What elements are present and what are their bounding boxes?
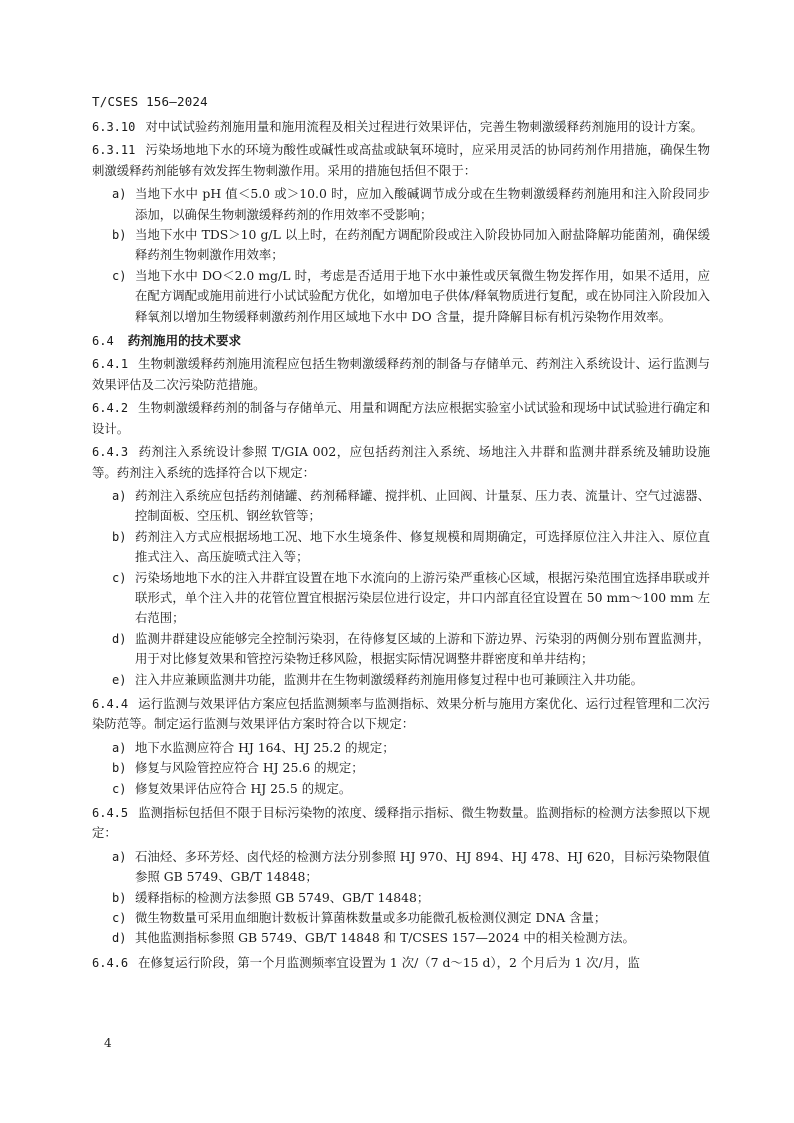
clause-paragraph xyxy=(92,398,710,439)
list-item xyxy=(92,670,710,690)
list-marker: b) xyxy=(112,228,127,243)
list-item xyxy=(92,928,710,948)
list-item xyxy=(92,779,710,799)
list-item xyxy=(92,184,710,225)
list-item-text: 微生物数量可采用血细胞计数板计算菌株数量或多功能微孔板检测仪测定 DNA 含量； xyxy=(135,910,607,926)
list-marker: b) xyxy=(112,761,127,776)
clause-paragraph xyxy=(92,803,710,844)
section-heading xyxy=(92,331,710,351)
clause-text: 在修复运行阶段，第一个月监测频率宜设置为 1 次/（7 d～15 d），2 个月后为 1 次/月，监 xyxy=(138,954,640,970)
clause-list xyxy=(92,486,710,690)
list-item xyxy=(92,266,710,327)
clause-paragraph xyxy=(92,117,710,137)
clause-number: 6.3.10 xyxy=(92,120,136,134)
heading-text: 药剂施用的技术要求 xyxy=(127,333,242,349)
clause-text: 药剂注入系统设计参照 T/GIA 002，应包括药剂注入系统、场地注入井群和监测井群系统及辅助设施等。药剂注入系统的选择符合以下规定： xyxy=(92,444,710,480)
list-marker: e) xyxy=(112,672,127,687)
list-item-text: 修复与风险管控应符合 HJ 25.6 的规定； xyxy=(135,760,364,776)
list-item xyxy=(92,527,710,568)
list-marker: c) xyxy=(112,911,127,926)
list-item xyxy=(92,225,710,266)
clause-number: 6.4.5 xyxy=(92,806,129,820)
list-marker: d) xyxy=(112,931,127,946)
clause-list xyxy=(92,738,710,799)
list-item-text: 修复效果评估应符合 HJ 25.5 的规定。 xyxy=(135,780,352,796)
list-marker: a) xyxy=(112,488,127,503)
list-marker: d) xyxy=(112,631,127,646)
list-item xyxy=(92,847,710,888)
list-marker: a) xyxy=(112,187,127,202)
document-id-header: T/CSES 156—2024 xyxy=(92,94,208,109)
list-marker: b) xyxy=(112,890,127,905)
list-marker: a) xyxy=(112,849,127,864)
list-item-text: 污染场地地下水的注入井群宜设置在地下水流向的上游污染严重核心区域，根据污染范围宜选择串联或并联形式，单个注入井的花管位置宜根据污染层位进行设定，井口内部直径宜设置在 50 mm～100 mm 左右范围； xyxy=(135,569,710,626)
list-marker: c) xyxy=(112,781,127,796)
clause-number: 6.4.3 xyxy=(92,445,129,460)
list-marker: c) xyxy=(112,570,127,585)
list-item xyxy=(92,629,710,670)
list-item-text: 当地下水中 pH 值＜5.0 或＞10.0 时，应加入酸碱调节成分或在生物刺激缓释药剂施用和注入阶段同步添加，以确保生物刺激缓释药剂的作用效率不受影响； xyxy=(135,186,710,222)
list-marker: a) xyxy=(112,740,127,755)
clause-paragraph xyxy=(92,140,710,181)
clause-paragraph xyxy=(92,953,710,973)
list-item-text: 地下水监测应符合 HJ 164、HJ 25.2 的规定； xyxy=(135,739,395,755)
list-item-text: 当地下水中 DO＜2.0 mg/L 时，考虑是否适用于地下水中兼性或厌氧微生物发挥作用，如果不适用，应在配方调配或施用前进行小试试验配方优化，如增加电子供体/释氧物质进行复配，或在协同注入阶段加入释氧剂以增加生物缓释刺激药剂作用区域地下水中 DO 含量，提升降解目标有机污染物作用效率。 xyxy=(135,267,710,324)
clause-number: 6.3.11 xyxy=(92,143,136,158)
clause-number: 6.4.6 xyxy=(92,955,129,970)
clause-paragraph xyxy=(92,354,710,395)
clause-list xyxy=(92,847,710,949)
list-item-text: 石油烃、多环芳烃、卤代烃的检测方法分别参照 HJ 970、HJ 894、HJ 478、HJ 620，目标污染物限值参照 GB 5749、GB/T 14848； xyxy=(135,848,710,885)
clause-paragraph xyxy=(92,694,710,735)
list-item-text: 药剂注入系统应包括药剂储罐、药剂稀释罐、搅拌机、止回阀、计量泵、压力表、流量计、空气过滤器、控制面板、空压机、钢丝软管等； xyxy=(135,487,710,524)
list-item-text: 其他监测指标参照 GB 5749、GB/T 14848 和 T/CSES 157—2024 中的相关检测方法。 xyxy=(135,930,635,946)
list-item xyxy=(92,568,710,629)
clause-number: 6.4.2 xyxy=(92,401,129,416)
clause-paragraph xyxy=(92,442,710,483)
list-item-text: 当地下水中 TDS＞10 g/L 以上时，在药剂配方调配阶段或注入阶段协同加入耐盐降解功能菌剂，确保缓释药剂生物刺激作用效率； xyxy=(135,227,710,263)
list-item xyxy=(92,758,710,778)
clause-text: 运行监测与效果评估方案应包括监测频率与监测指标、效果分析与施用方案优化、运行过程管理和二次污染防范等。制定运行监测与效果评估方案时符合以下规定： xyxy=(92,695,710,732)
list-item xyxy=(92,888,710,908)
clause-number: 6.4 xyxy=(92,334,114,349)
list-item xyxy=(92,486,710,527)
clause-number: 6.4.1 xyxy=(92,357,129,372)
list-marker: c) xyxy=(112,268,127,283)
clause-list xyxy=(92,184,710,327)
list-item xyxy=(92,738,710,758)
clause-text: 生物刺激缓释药剂施用流程应包括生物刺激缓释药剂的制备与存储单元、药剂注入系统设计、运行监测与效果评估及二次污染防范措施。 xyxy=(92,356,710,392)
clause-text: 监测指标包括但不限于目标污染物的浓度、缓释指示指标、微生物数量。监测指标的检测方法参照以下规定： xyxy=(92,805,710,841)
list-item-text: 缓释指标的检测方法参照 GB 5749、GB/T 14848； xyxy=(135,889,430,905)
page-number: 4 xyxy=(104,1036,112,1050)
clause-text: 对中试试验药剂施用量和施用流程及相关过程进行效果评估，完善生物刺激缓释药剂施用的设计方案。 xyxy=(145,119,703,134)
list-item-text: 药剂注入方式应根据场地工况、地下水生境条件、修复规模和周期确定，可选择原位注入井注入、原位直推式注入、高压旋喷式注入等； xyxy=(135,528,710,565)
list-item-text: 注入井应兼顾监测井功能，监测井在生物刺激缓释药剂施用修复过程中也可兼顾注入井功能。 xyxy=(135,671,644,687)
list-marker: b) xyxy=(112,529,127,544)
list-item-text: 监测井群建设应能够完全控制污染羽，在待修复区域的上游和下游边界、污染羽的两侧分别布置监测井，用于对比修复效果和管控污染物迁移风险，根据实际情况调整井群密度和单井结构； xyxy=(135,630,710,667)
clause-text: 污染场地地下水的环境为酸性或碱性或高盐或缺氧环境时，应采用灵活的协同药剂作用措施，确保生物刺激缓释药剂能够有效发挥生物刺激作用。采用的措施包括但不限于： xyxy=(92,142,710,178)
list-item xyxy=(92,908,710,928)
clause-text: 生物刺激缓释药剂的制备与存储单元、用量和调配方法应根据实验室小试试验和现场中试试验进行确定和设计。 xyxy=(92,400,710,436)
document-body xyxy=(92,117,710,976)
clause-number: 6.4.4 xyxy=(92,696,129,711)
